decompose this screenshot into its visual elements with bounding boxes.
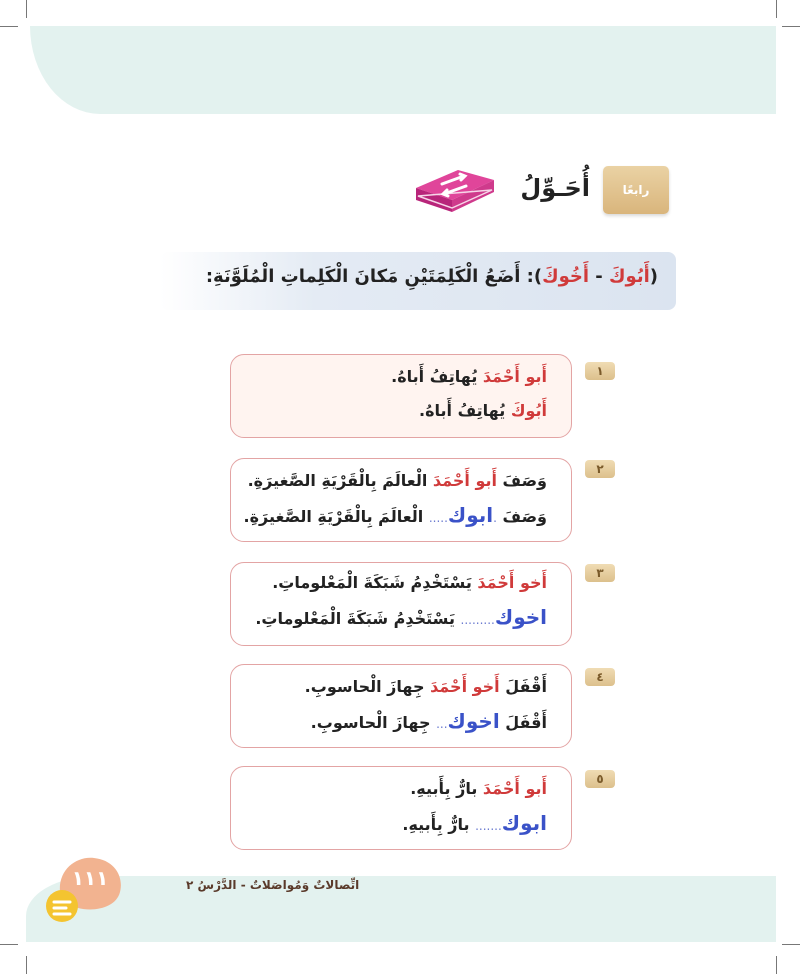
instruction-body: أَضَعُ الْكَلِمَتَيْنِ مَكانَ الْكَلِماتِ الْمُلَوَّنَةِ: [205,266,521,287]
section-tag-label: رابعًا [622,183,650,197]
exercise-2-answer [244,503,547,527]
highlighted-words: أَبو أَحْمَدَ [482,779,547,798]
handwritten-answer[interactable]: اخوك [447,709,500,733]
answer-blank: . [493,511,497,525]
crop-mark [26,956,27,974]
sentence-rest: يَسْتَخْدِمُ شَبَكَةَ الْمَعْلوماتِ. [255,609,461,628]
sentence-rest: يَسْتَخْدِمُ شَبَكَةَ الْمَعْلوماتِ. [272,573,478,592]
sentence-start: أَقْفَلَ [499,677,547,696]
answer-blank: ....... [475,819,502,833]
exercise-box-1 [230,354,572,438]
sentence-start: وَصَفَ [496,471,547,490]
crop-mark [0,944,18,945]
crop-mark [776,0,777,18]
instruction-word-akhuka: أَخُوكَ [542,266,590,287]
exercise-box-4 [230,664,572,748]
sentence-rest: جِهازَ الْحاسوبِ. [310,713,437,732]
exercise-3-answer [255,605,547,629]
sentence-rest: بارٌّ بِأَبيهِ. [402,815,476,834]
exercise-number-badge [585,770,615,788]
instruction-paren: ( [649,266,658,287]
sentence-rest: بارٌّ بِأَبيهِ. [410,779,483,798]
section-tag [603,166,669,214]
highlighted-words: أَبو أَحْمَدَ [482,367,547,386]
sentence-rest: الْعالَمَ بِالْقَرْيَةِ الصَّغيرَةِ. [247,471,433,490]
sentence-rest: يُهاتِفُ أَباهُ. [419,401,511,420]
answer-blank: ... [436,717,448,731]
sentence-start: أَقْفَلَ [499,713,547,732]
exercise-box-2 [230,458,572,542]
exercise-4-sentence [305,677,547,696]
crop-mark [782,944,800,945]
exercise-number-badge [585,668,615,686]
exercise-box-5 [230,766,572,850]
convert-book-icon [408,166,498,216]
top-band [30,26,776,114]
exercise-4-answer [311,709,547,733]
answer-blank: ..... [428,511,448,525]
exercise-1-answer [419,401,547,420]
sentence-rest: جِهازَ الْحاسوبِ. [304,677,431,696]
exercise-box-3 [230,562,572,646]
highlighted-words: أَبو أَحْمَدَ [432,471,497,490]
crop-mark [776,956,777,974]
exercise-number-badge [585,362,615,380]
answer-blank: ......... [460,613,495,627]
exercise-number-badge [585,460,615,478]
highlighted-words: أَخو أَحْمَدَ [430,677,500,696]
exercise-5-sentence [410,779,547,798]
exercise-3-sentence [272,573,547,592]
highlighted-words: أَخو أَحْمَدَ [477,573,547,592]
instruction-dash: - [589,266,610,287]
sentence-start: وَصَفَ [496,507,547,526]
crop-mark [26,0,27,18]
instruction-bar [160,252,676,310]
publisher-logo-icon [44,888,80,924]
handwritten-answer[interactable]: ابوك [447,503,494,527]
instruction-close: ): [520,266,543,287]
exercise-number: ٣ [596,566,604,580]
sentence-rest: يُهاتِفُ أَباهُ. [391,367,483,386]
exercise-number: ٥ [596,772,604,786]
exercise-5-answer [402,811,547,835]
instruction-word-abuka: أَبُوكَ [609,266,650,287]
exercise-number: ٤ [596,670,604,684]
handwritten-answer[interactable]: ابوك [501,811,547,835]
crop-mark [0,26,18,27]
exercise-number: ٢ [596,462,604,476]
sentence-rest: الْعالَمَ بِالْقَرْيَةِ الصَّغيرَةِ. [243,507,429,526]
section-title: أُحَـوِّلُ [520,174,590,202]
page-number: ١١١ [71,866,109,890]
instruction-text [206,266,658,287]
exercise-number-badge [585,564,615,582]
exercise-2-sentence [248,471,547,490]
bottom-band [26,876,776,942]
handwritten-answer[interactable]: اخوك [494,605,547,629]
exercise-number: ١ [596,364,604,378]
replacement-word: أَبُوكَ [510,401,547,420]
exercise-1-sentence [391,367,547,386]
crop-mark [782,26,800,27]
lesson-footer: اتِّصالاتٌ وَمُواصَلاتٌ - الدَّرْسُ ٢ [186,878,360,892]
